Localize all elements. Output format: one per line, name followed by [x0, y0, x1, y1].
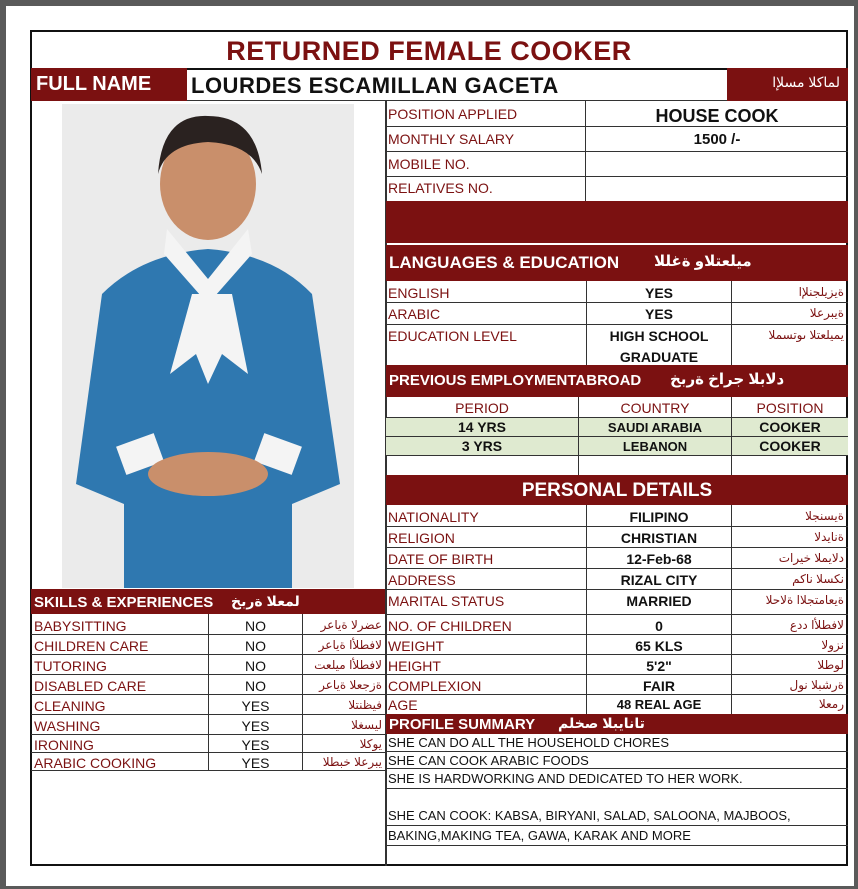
- weight-label: WEIGHT: [388, 638, 444, 654]
- skills-header-arabic: لمعلا ةربخ: [231, 593, 300, 609]
- page-title: RETURNED FEMALE COOKER: [226, 36, 632, 66]
- profile-summary-header: [386, 714, 848, 734]
- no-of-children-value: 0: [655, 618, 663, 634]
- full-name-value: LOURDES ESCAMILLAN GACETA: [191, 73, 559, 98]
- date-of-birth-label: DATE OF BIRTH: [388, 551, 494, 567]
- monthly-salary-label: MONTHLY SALARY: [388, 131, 515, 147]
- employment-country-1: SAUDI ARABIA: [607, 420, 703, 435]
- profile-line-4: SHE CAN COOK: KABSA, BIRYANI, SALAD, SALOONA, MAJBOOS,: [388, 808, 791, 823]
- candidate-photo: [62, 104, 354, 588]
- employment-col-period: PERIOD: [455, 400, 509, 416]
- skill-ironing-label: IRONING: [34, 737, 94, 753]
- skill-washing-value: YES: [241, 718, 270, 734]
- english-label: ENGLISH: [388, 285, 450, 301]
- arabic-arabic: ةيبرعلا: [809, 306, 844, 320]
- full-name-arabic: لماكلا مسلإا: [772, 74, 840, 90]
- skill-arabic-cooking-value: YES: [241, 755, 270, 771]
- skill-washing-arabic: ليسغلا: [351, 718, 382, 732]
- skill-children-care-label: CHILDREN CARE: [34, 638, 149, 654]
- relatives-no-label: RELATIVES NO.: [388, 180, 493, 196]
- english-value: YES: [644, 285, 673, 301]
- skill-babysitting-arabic: عضرلا ةياعر: [320, 618, 382, 632]
- profile-line-5: BAKING,MAKING TEA, GAWA, KARAK AND MORE: [388, 828, 691, 843]
- education-level-label: EDUCATION LEVEL: [388, 328, 517, 344]
- employment-period-1: 14 YRS: [458, 419, 506, 435]
- skills-header-label: SKILLS & EXPERIENCES: [34, 594, 214, 611]
- skill-children-care-arabic: لافطلأا ةياعر: [318, 638, 382, 652]
- arabic-value: YES: [644, 306, 673, 322]
- skill-ironing-value: YES: [241, 737, 270, 753]
- marital-status-arabic: ةيعامتجلاا ةلاحلا: [765, 593, 844, 607]
- monthly-salary-value: 1500 /-: [693, 131, 741, 148]
- address-label: ADDRESS: [388, 572, 456, 588]
- skill-tutoring-label: TUTORING: [34, 658, 107, 674]
- employment-header: [386, 365, 848, 397]
- skill-babysitting-value: NO: [245, 618, 266, 634]
- skill-ironing-arabic: يوكلا: [359, 737, 382, 751]
- languages-header-label: LANGUAGES & EDUCATION: [389, 253, 620, 272]
- nationality-value: FILIPINO: [629, 509, 689, 525]
- employment-country-2: LEBANON: [622, 439, 688, 454]
- skill-disabled-care-arabic: ةزجعلا ةياعر: [319, 678, 382, 692]
- personal-details-header-label: PERSONAL DETAILS: [521, 480, 713, 501]
- education-level-arabic: يميلعتلا ىوتسملا: [768, 328, 844, 342]
- skill-cleaning-value: YES: [241, 698, 270, 714]
- age-arabic: رمعلا: [818, 697, 844, 711]
- full-name-arabic-cell: [727, 68, 848, 101]
- skill-cleaning-arabic: فيظنتلا: [348, 698, 382, 712]
- profile-summary-header-label: PROFILE SUMMARY: [389, 716, 536, 733]
- employment-col-country: COUNTRY: [620, 400, 690, 416]
- nationality-arabic: ةيسنجلا: [805, 509, 844, 523]
- profile-summary-header-arabic: تانايبلا صخلم: [558, 715, 645, 731]
- no-of-children-label: NO. OF CHILDREN: [388, 618, 512, 634]
- skill-cleaning-label: CLEANING: [34, 698, 106, 714]
- weight-arabic: نزولا: [821, 638, 844, 652]
- skill-arabic-cooking-arabic: يبرعلا خبطلا: [322, 755, 382, 769]
- employment-col-position: POSITION: [756, 400, 824, 416]
- skill-arabic-cooking-label: ARABIC COOKING: [34, 755, 157, 771]
- religion-arabic: ةنايدلا: [814, 530, 844, 544]
- red-separator-bar: [386, 201, 848, 243]
- full-name-label: FULL NAME: [36, 73, 152, 95]
- english-arabic: ةيزيلجنلإا: [798, 285, 844, 299]
- religion-value: CHRISTIAN: [620, 530, 698, 546]
- weight-value: 65 KLS: [635, 638, 683, 654]
- marital-status-label: MARITAL STATUS: [388, 593, 505, 609]
- skill-washing-label: WASHING: [34, 718, 101, 734]
- complexion-value: FAIR: [643, 678, 675, 694]
- height-label: HEIGHT: [388, 658, 441, 674]
- candidate-photo-illustration: [62, 104, 354, 588]
- skill-babysitting-label: BABYSITTING: [34, 618, 127, 634]
- profile-line-2: SHE CAN COOK ARABIC FOODS: [388, 753, 589, 768]
- date-of-birth-arabic: دلايملا خيرات: [778, 551, 844, 565]
- languages-header-arabic: ميلعتلاو ةغللا: [654, 253, 752, 270]
- full-name-label-cell: [31, 68, 187, 101]
- religion-label: RELIGION: [388, 530, 455, 546]
- skill-children-care-value: NO: [245, 638, 266, 654]
- height-arabic: لوطلا: [817, 658, 844, 672]
- mobile-no-label: MOBILE NO.: [388, 156, 470, 172]
- skill-tutoring-arabic: لافطلأا ميلعت: [314, 658, 382, 672]
- employment-header-arabic: دلابلا جراخ ةربخ: [670, 371, 785, 388]
- skill-tutoring-value: NO: [245, 658, 266, 674]
- skills-header: [31, 589, 385, 614]
- arabic-label: ARABIC: [388, 306, 441, 322]
- address-value: RIZAL CITY: [620, 572, 698, 588]
- age-label: AGE: [388, 697, 418, 713]
- height-value: 5'2": [646, 658, 672, 674]
- marital-status-value: MARRIED: [626, 593, 692, 609]
- position-applied-value: HOUSE COOK: [655, 106, 779, 126]
- profile-line-1: SHE CAN DO ALL THE HOUSEHOLD CHORES: [388, 735, 670, 750]
- skill-disabled-care-value: NO: [245, 678, 266, 694]
- personal-details-header: [386, 475, 848, 505]
- skill-disabled-care-label: DISABLED CARE: [34, 678, 147, 694]
- employment-period-2: 3 YRS: [461, 438, 503, 454]
- complexion-label: COMPLEXION: [388, 678, 482, 694]
- languages-header: [386, 245, 848, 281]
- full-name-value-cell: [187, 68, 727, 101]
- date-of-birth-value: 12-Feb-68: [626, 551, 692, 567]
- address-arabic: نكسلا ناكم: [792, 572, 844, 586]
- employment-position-1: COOKER: [759, 419, 821, 435]
- nationality-label: NATIONALITY: [388, 509, 479, 525]
- no-of-children-arabic: لافطلأا ددع: [789, 618, 844, 632]
- education-level-value-2: GRADUATE: [619, 349, 699, 365]
- employment-position-2: COOKER: [759, 438, 821, 454]
- age-value: 48 REAL AGE: [616, 697, 702, 712]
- profile-line-3: SHE IS HARDWORKING AND DEDICATED TO HER WORK.: [388, 771, 743, 786]
- education-level-value: HIGH SCHOOL: [609, 328, 709, 344]
- complexion-arabic: ةرشبلا نول: [789, 678, 844, 692]
- position-applied-label: POSITION APPLIED: [388, 106, 518, 122]
- employment-header-label: PREVIOUS EMPLOYMENTABROAD: [389, 372, 642, 389]
